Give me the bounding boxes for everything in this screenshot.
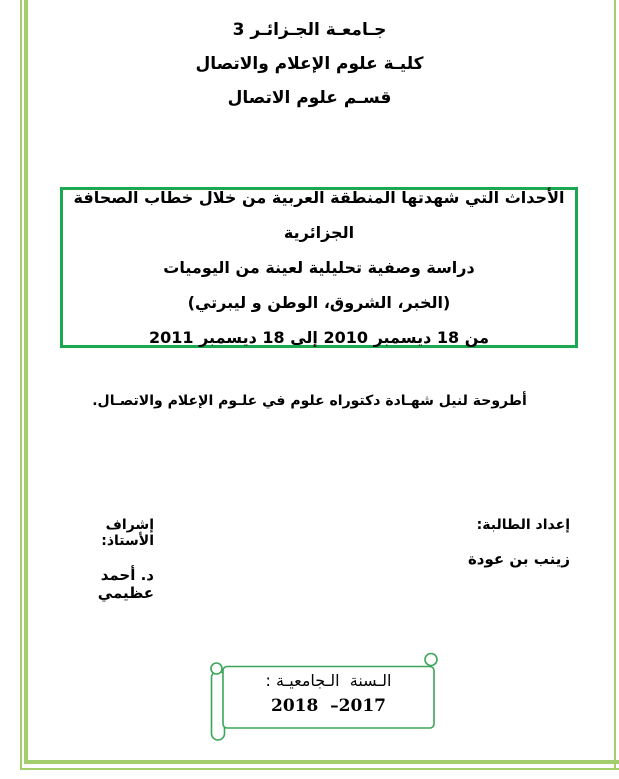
department-name: قسـم علوم الاتصال — [227, 88, 392, 108]
page-border-bottom-thick — [24, 760, 619, 764]
academic-year-value: 2018 –2017 — [271, 696, 386, 716]
supervisor-label: إشراف الأستاذ: — [101, 517, 154, 549]
page-border-right-thin — [614, 0, 616, 770]
university-header — [0, 13, 619, 115]
page-border-bottom-thin — [20, 768, 619, 770]
thesis-title-line-1: الأحداث التي شهدتها المنطقة العربية من خلال خطاب الصحافة الجزائرية — [73, 188, 565, 242]
student-credit-block — [468, 517, 570, 568]
academic-year-label: الـسنة الـجامعيـة : — [265, 671, 392, 690]
thesis-title-box — [60, 187, 578, 348]
academic-year-banner — [205, 650, 445, 745]
supervisor-credit-block — [58, 517, 154, 602]
newspapers-list-line: (الخبر، الشروق، الوطن و ليبرتي) — [187, 293, 451, 312]
degree-statement: أطروحة لنيل شهـادة دكتوراه علوم في علـوم الإعلام والاتصـال. — [92, 393, 527, 409]
student-name: زينب بن عودة — [467, 550, 570, 568]
faculty-name: كليـة علوم الإعلام والاتصال — [195, 54, 424, 74]
university-name: جـامعـة الجـزائـر 3 — [232, 20, 387, 40]
scroll-left-curl-icon — [211, 663, 222, 674]
supervisor-name: د. أحمد عظيمي — [97, 566, 154, 602]
scroll-right-curl-icon — [425, 654, 437, 666]
student-label: إعداد الطالبة: — [476, 517, 570, 533]
thesis-subtitle-line: دراسة وصفية تحليلية لعينة من اليوميات — [163, 258, 475, 277]
study-period-line: من 18 ديسمبر 2010 إلى 18 ديسمبر 2011 — [148, 328, 489, 347]
page-border-left-thin — [20, 0, 22, 770]
